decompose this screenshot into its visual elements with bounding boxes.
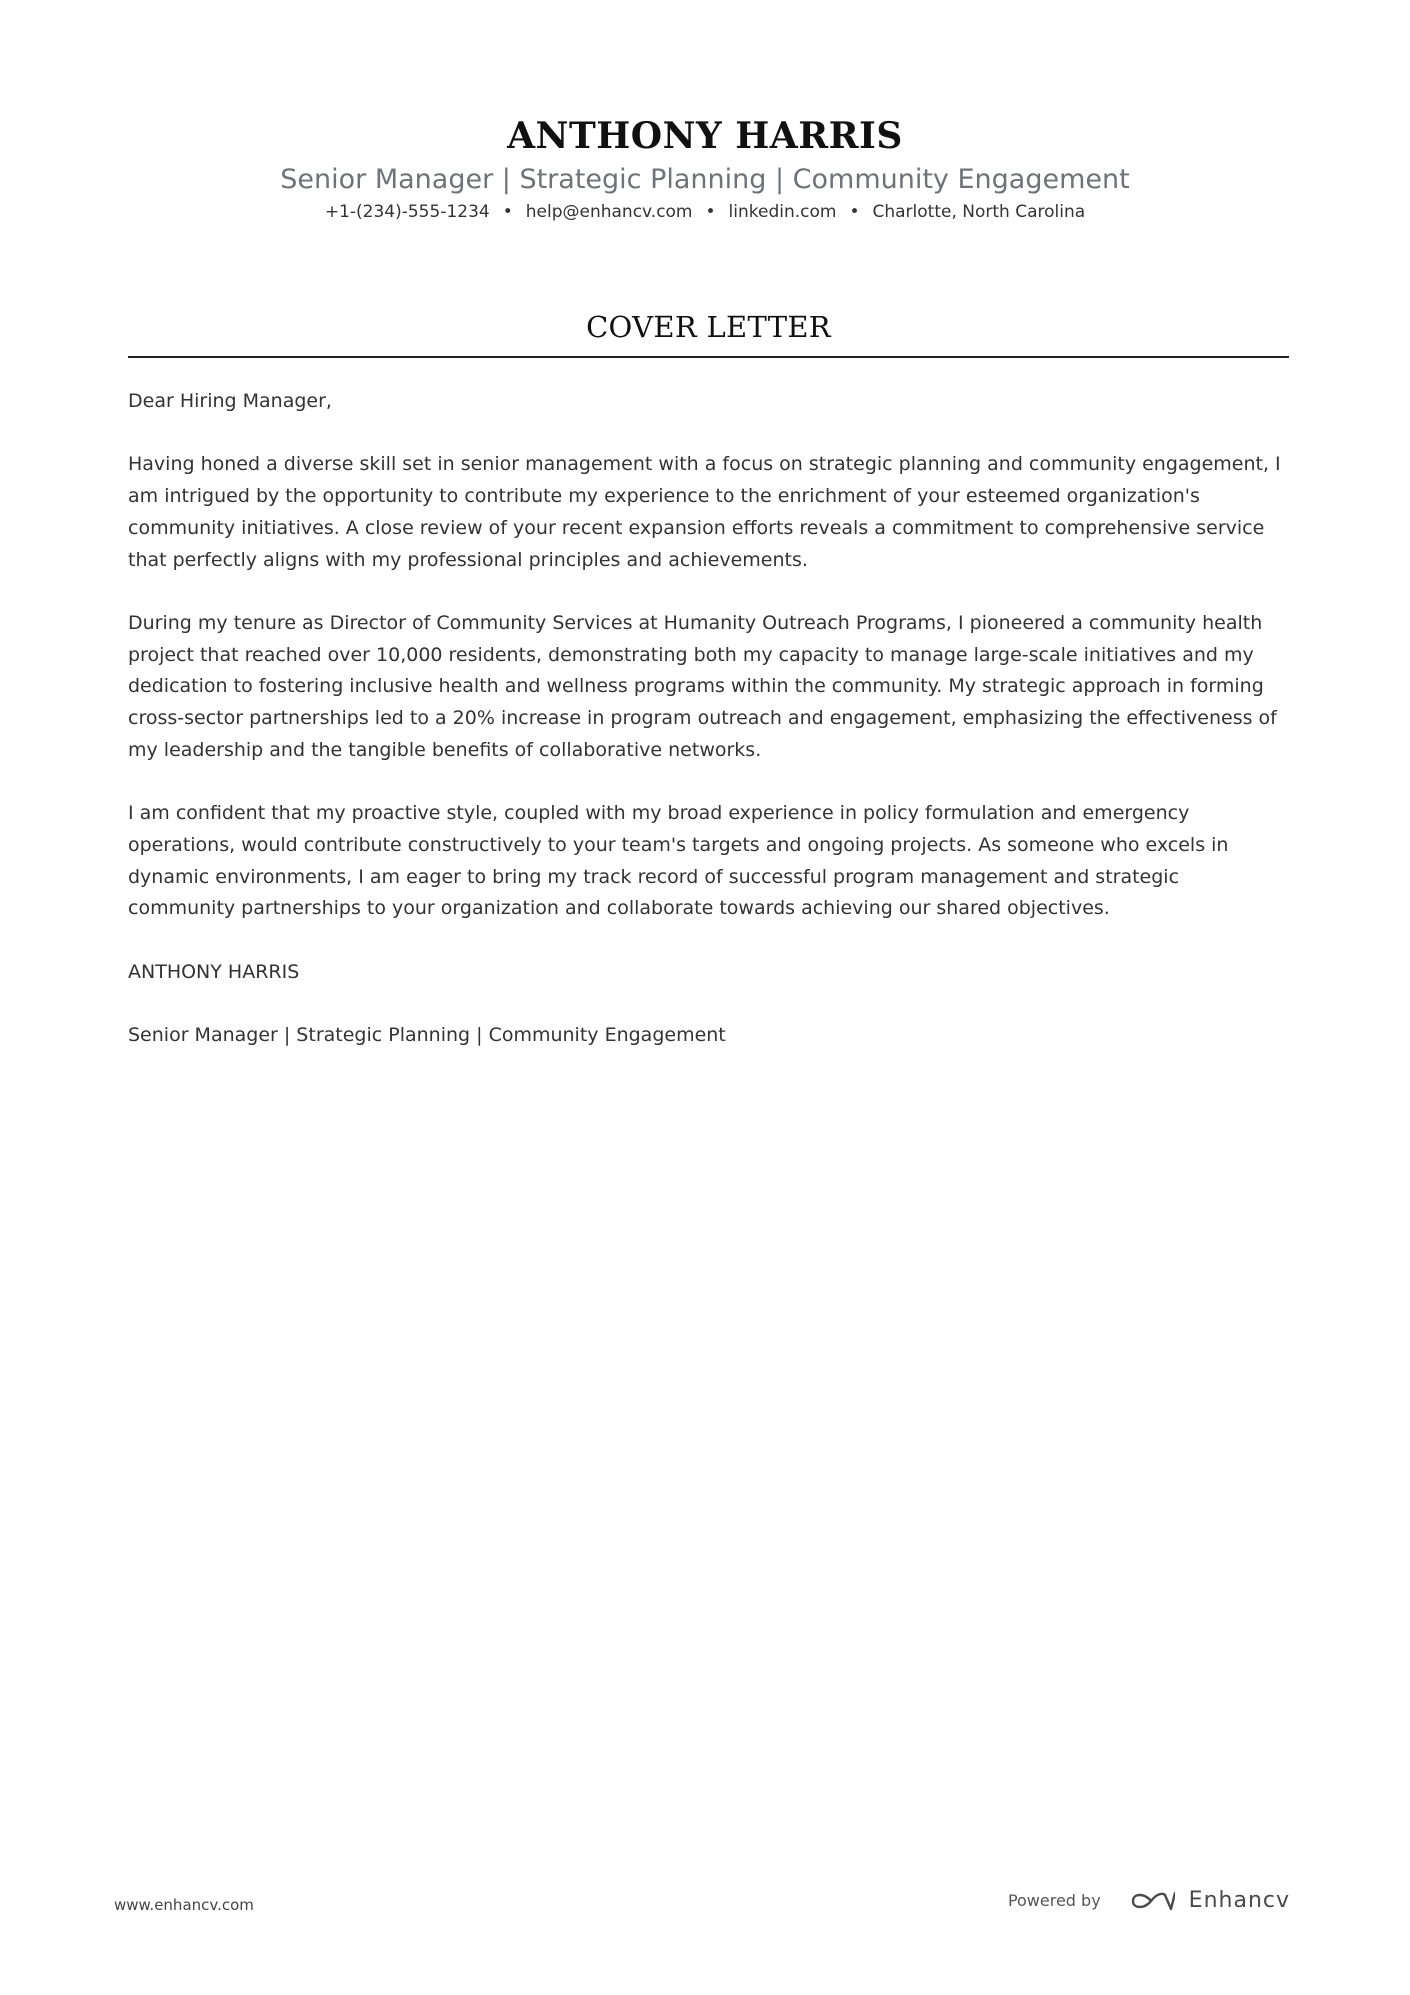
contact-linkedin: linkedin.com [728, 202, 837, 222]
letter-paragraph: I am confident that my proactive style, coupled with my broad experience in policy formulation and emergency operations, would contribute constructively to your team's targets and ongoing projects. As someone who excels in dynamic environments, I am eager to bring my track record of successful program management and strategic community partnerships to your organization and collaborate towards achieving our shared objectives. [128, 802, 1229, 920]
contact-location: Charlotte, North Carolina [872, 202, 1086, 222]
contact-phone: +1-(234)-555-1234 [324, 202, 490, 222]
contact-email: help@enhancv.com [525, 202, 693, 222]
footer-website-link[interactable]: www.enhancv.com [114, 1896, 254, 1914]
header [0, 112, 1410, 224]
contact-separator: • [502, 202, 513, 222]
enhancv-logo-text: Enhancv [1188, 1888, 1290, 1913]
candidate-name: ANTHONY HARRIS [507, 115, 903, 157]
powered-by-label: Powered by [1007, 1891, 1101, 1910]
contact-separator: • [849, 202, 860, 222]
enhancv-logo-icon [1129, 1889, 1175, 1913]
contact-line [0, 200, 1410, 224]
letter-paragraph: Having honed a diverse skill set in senior management with a focus on strategic planning and community engagement, I am intrigued by the opportunity to contribute my experience to the enrichment of your esteemed organization's community initiatives. A close review of your recent expansion efforts reveals a commitment to comprehensive service that perfectly aligns with my professional principles and achievements. [128, 453, 1281, 571]
signature-title: Senior Manager | Strategic Planning | Community Engagement [128, 1023, 726, 1046]
candidate-headline: Senior Manager | Strategic Planning | Community Engagement [280, 164, 1130, 195]
section-title: COVER LETTER [586, 310, 831, 344]
signature-name: ANTHONY HARRIS [128, 960, 300, 983]
letter-greeting: Dear Hiring Manager, [128, 390, 332, 412]
contact-separator: • [705, 202, 716, 222]
powered-by [1008, 1888, 1290, 1913]
letter-body [128, 386, 1289, 1083]
letter-paragraph: During my tenure as Director of Community Services at Humanity Outreach Programs, I pioneered a community health project that reached over 10,000 residents, demonstrating both my capacity to manage large-scale initiatives and my dedication to fostering inclusive health and wellness programs within the community. My strategic approach in forming cross-sector partnerships led to a 20% increase in program outreach and engagement, emphasizing the effectiveness of my leadership and the tangible benefits of collaborative networks. [128, 611, 1277, 761]
section-divider [128, 356, 1289, 358]
